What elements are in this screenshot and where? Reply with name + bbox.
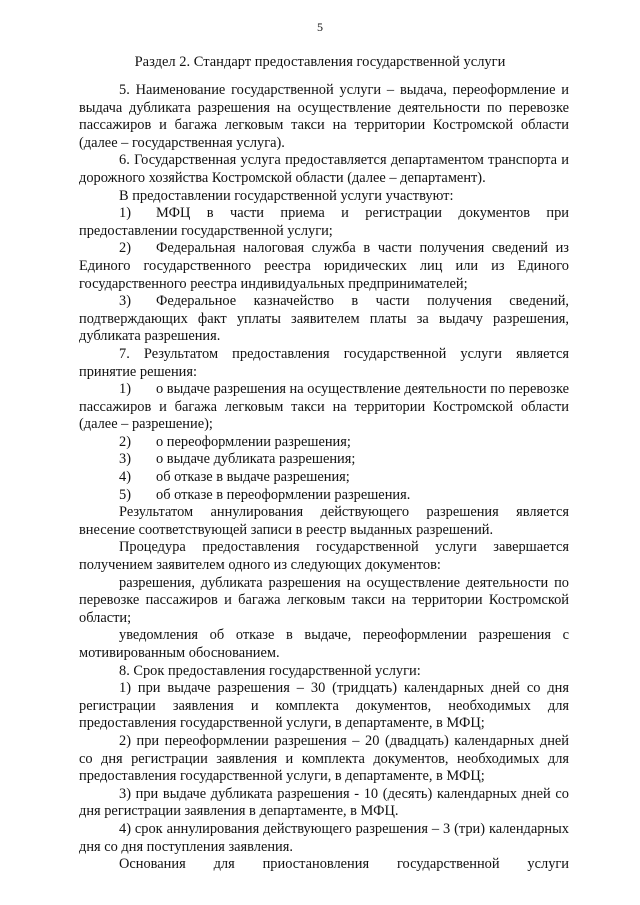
- item-number: 1): [119, 205, 131, 222]
- term-item: 3) при выдаче дубликата разрешения - 10 (десять) календарных дней со дня регистрации заявления в департаменте, в МФЦ.: [79, 785, 569, 820]
- item-number: 2): [119, 240, 131, 257]
- paragraph-8: 8. Срок предоставления государственной услуги:: [119, 662, 421, 679]
- item-number: 3): [119, 451, 131, 468]
- section-title: Раздел 2. Стандарт предоставления государственной услуги: [134, 54, 506, 70]
- document-body: [79, 82, 569, 874]
- paragraph-7: 7. Результатом предоставления государственной услуги является принятие решения:: [79, 345, 569, 380]
- document-option-1: разрешения, дубликата разрешения на осуществление деятельности по перевозке пассажиров и багажа легковым такси на территории Костромской области;: [79, 574, 569, 626]
- annulment-paragraph: Результатом аннулирования действующего разрешения является внесение соответствующей записи в реестр выданных разрешений.: [79, 504, 569, 538]
- item-text: о переоформлении разрешения;: [156, 433, 351, 450]
- item-text: о выдаче дубликата разрешения;: [156, 451, 356, 468]
- result-item: [79, 434, 569, 452]
- item-text: МФЦ в части приема и регистрации документов при предоставлении государственной услуги;: [79, 205, 569, 239]
- term-item: 2) при переоформлении разрешения – 20 (двадцать) календарных дней со дня регистрации заявления и комплекта документов, необходимых для предоставления государственной услуги, в департаменте, в МФЦ;: [79, 732, 569, 785]
- term-item: 1) при выдаче разрешения – 30 (тридцать) календарных дней со дня регистрации заявления и комплекта документов, необходимых для предоставления государственной услуги, в департаменте, в МФЦ;: [79, 680, 569, 732]
- item-text: об отказе в переоформлении разрешения.: [156, 486, 411, 503]
- item-text: Федеральное казначейство в части получения сведений, подтверждающих факт уплаты заявителем платы за выдачу разрешения, дубликата разрешения.: [79, 293, 569, 345]
- participant-item: [79, 240, 569, 293]
- participant-item: [79, 293, 569, 346]
- item-number: 1): [119, 381, 131, 398]
- item-text: об отказе в выдаче разрешения;: [156, 469, 350, 486]
- last-line: Основания для приостановления государственной услуги: [119, 856, 569, 873]
- item-number: 4): [119, 469, 131, 486]
- paragraph-6: 6. Государственная услуга предоставляется департаментом транспорта и дорожного хозяйства Костромской области (далее – департамент).: [79, 152, 569, 186]
- term-item: 4) срок аннулирования действующего разрешения – 3 (три) календарных дня со дня поступления заявления.: [79, 820, 569, 855]
- procedure-paragraph: Процедура предоставления государственной услуги завершается получением заявителем одного из следующих документов:: [79, 539, 569, 574]
- item-number: 5): [119, 486, 131, 503]
- participant-item: [79, 205, 569, 240]
- result-item: [79, 451, 569, 469]
- item-text: Федеральная налоговая служба в части получения сведений из Единого государственного реестра юридических лиц или из Единого государственного реестра индивидуальных предпринимателей;: [79, 240, 569, 292]
- document-option-2: уведомления об отказе в выдаче, переоформлении разрешения с мотивированным обоснованием.: [79, 627, 569, 661]
- result-item: [79, 487, 569, 505]
- paragraph-5: 5. Наименование государственной услуги – выдача, переоформление и выдача дубликата разрешения на осуществление деятельности по перевозке пассажиров и багажа легковым такси на территории Костромской области (далее – государственная услуга).: [79, 82, 569, 151]
- page-number: 5: [317, 20, 323, 34]
- item-number: 3): [119, 293, 131, 310]
- result-item: [79, 469, 569, 487]
- participants-intro: В предоставлении государственной услуги участвуют:: [119, 187, 454, 204]
- item-text: о выдаче разрешения на осуществление деятельности по перевозке пассажиров и багажа легковым такси на территории Костромской области (далее – разрешение);: [79, 381, 569, 433]
- item-number: 2): [119, 433, 131, 450]
- result-item: [79, 381, 569, 434]
